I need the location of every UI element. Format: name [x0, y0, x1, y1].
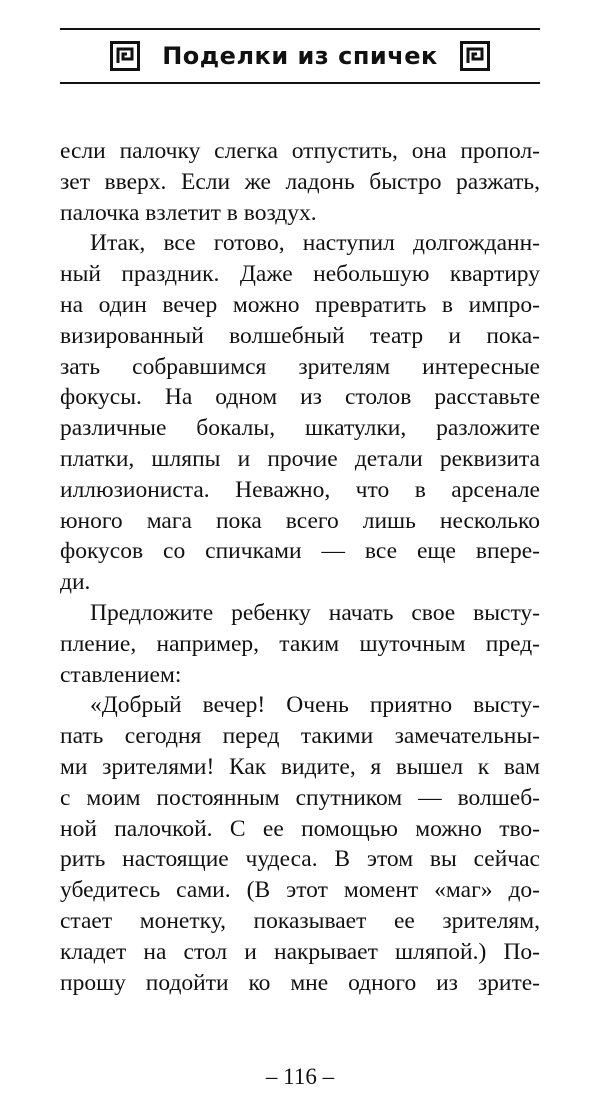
- text-line: фокусы. На одном из столов расставьте: [60, 384, 540, 411]
- text-line: ставлением:: [60, 661, 182, 688]
- text-line: ный праздник. Даже небольшую квартиру: [60, 261, 540, 288]
- text-line: на один вечер можно превратить в импро-: [60, 291, 540, 318]
- header-title-row: [60, 32, 540, 80]
- text-line: ми зрителями! Как видите, я вышел к вам: [60, 753, 540, 780]
- text-line: иллюзиониста. Неважно, что в арсенале: [60, 476, 540, 503]
- text-line: зет вверх. Если же ладонь быстро разжать,: [60, 168, 540, 195]
- text-line: стает монетку, показывает ее зрителям,: [60, 907, 540, 934]
- text-line: «Добрый вечер! Очень приятно высту-: [90, 692, 540, 719]
- text-line: визированный волшебный театр и пока-: [60, 322, 540, 349]
- text-line: Итак, все готово, наступил долгожданн-: [90, 230, 540, 257]
- text-line: если палочку слегка отпустить, она пропол-: [60, 138, 540, 164]
- text-line: убедитесь сами. (В этот момент «маг» до-: [60, 877, 540, 904]
- text-line: ди.: [60, 569, 91, 596]
- text-line: рить настоящие чудеса. В этом вы сейчас: [60, 846, 540, 873]
- meander-square-icon: [460, 41, 490, 71]
- text-line: пление, например, таким шуточным пред-: [60, 630, 540, 657]
- text-line: юного мага пока всего лишь несколько: [60, 507, 540, 534]
- body-text: [60, 136, 540, 998]
- text-line: палочка взлетит в воздух.: [60, 199, 317, 226]
- text-line: платки, шляпы и прочие детали реквизита: [60, 445, 540, 472]
- text-line: различные бокалы, шкатулки, разложите: [60, 415, 540, 442]
- header-top-rule: [60, 28, 540, 30]
- page-number: – 116 –: [265, 1064, 335, 1089]
- text-line: пать сегодня перед такими замечательны-: [60, 723, 540, 750]
- meander-square-icon: [110, 41, 140, 71]
- text-line: прошу подойти ко мне одного из зрите-: [60, 969, 540, 996]
- text-line: Предложите ребенку начать свое высту-: [90, 599, 540, 626]
- text-line: фокусов со спичками — все еще впере-: [60, 538, 540, 565]
- running-title: Поделки из спичек: [162, 42, 438, 70]
- text-line: с моим постоянным спутником — волшеб-: [60, 784, 540, 811]
- running-header: [60, 28, 540, 86]
- text-line: кладет на стол и накрывает шляпой.) По-: [60, 938, 540, 965]
- text-line: ной палочкой. С ее помощью можно тво-: [60, 815, 540, 842]
- header-bottom-rule: [60, 82, 540, 84]
- text-line: зать собравшимся зрителям интересные: [60, 353, 540, 380]
